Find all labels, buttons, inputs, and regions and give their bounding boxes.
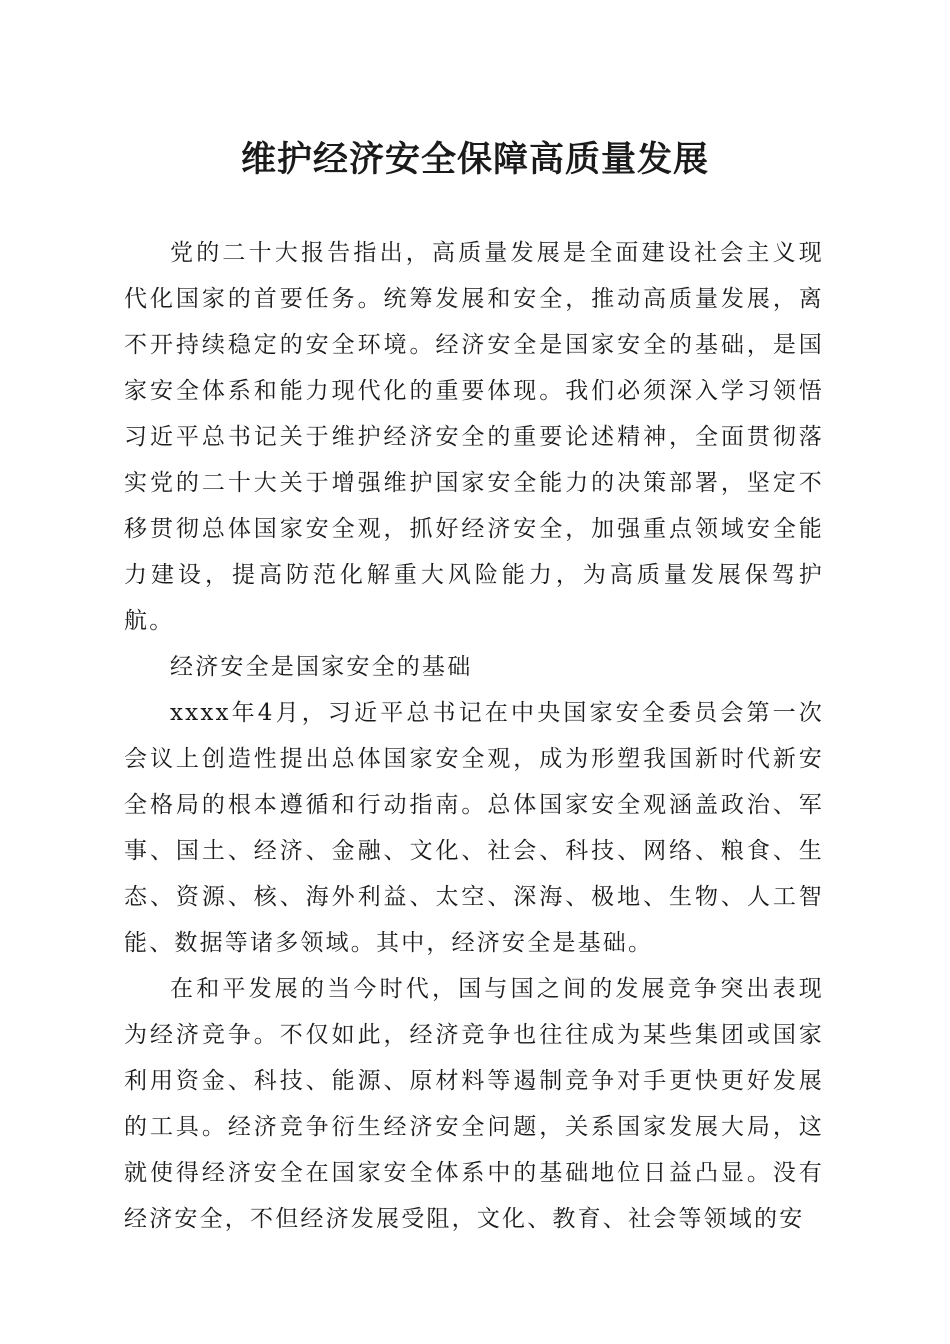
section-heading: 经济安全是国家安全的基础 — [170, 654, 473, 680]
paragraph-security-concept: xxxx年4月，习近平总书记在中央国家安全委员会第一次会议上创造性提出总体国家安全观，成为形塑我国新时代新安全格局的根本遵循和行动指南。总体国家安全观涵盖政治、军事、国土、经济、金融、文化、社会、科技、网络、粮食、生态、资源、核、海外利益、太空、深海、极地、生物、人工智能、数据等诸多领域。其中，经济安全是基础。 — [124, 700, 824, 956]
document-body — [124, 230, 824, 1242]
paragraph-intro: 党的二十大报告指出，高质量发展是全面建设社会主义现代化国家的首要任务。统筹发展和安全，推动高质量发展，离不开持续稳定的安全环境。经济安全是国家安全的基础，是国家安全体系和能力现代化的重要体现。我们必须深入学习领悟习近平总书记关于维护经济安全的重要论述精神，全面贯彻落实党的二十大关于增强维护国家安全能力的决策部署，坚定不移贯彻总体国家安全观，抓好经济安全，加强重点领域安全能力建设，提高防范化解重大风险能力，为高质量发展保驾护航。 — [124, 240, 824, 634]
paragraph-economic-competition: 在和平发展的当今时代，国与国之间的发展竞争突出表现为经济竞争。不仅如此，经济竞争也往往成为某些集团或国家利用资金、科技、能源、原材料等遏制竞争对手更快更好发展的工具。经济竞争衍生经济安全问题，关系国家发展大局，这就使得经济安全在国家安全体系中的基础地位日益凸显。没有经济安全，不但经济发展受阻，文化、教育、社会等领域的安 — [124, 976, 824, 1232]
document-title: 维护经济安全保障高质量发展 — [240, 139, 709, 180]
